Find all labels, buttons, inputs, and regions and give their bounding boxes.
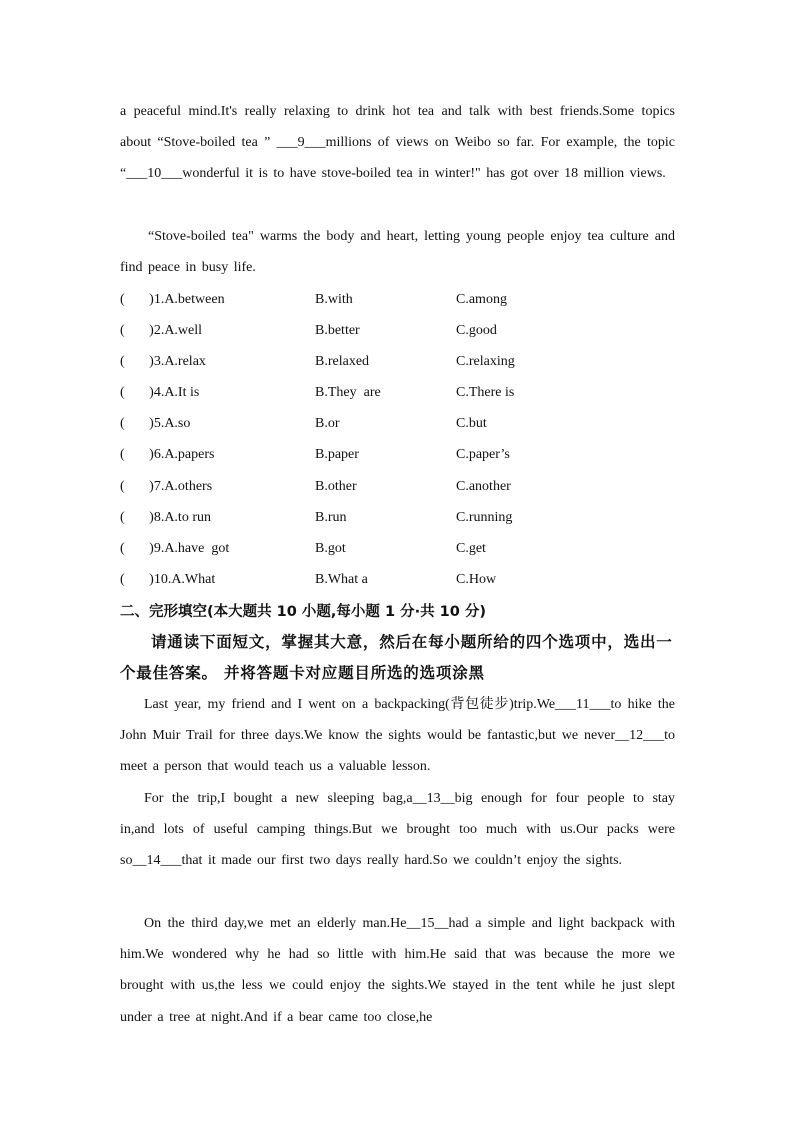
option-6-b: B.paper <box>315 447 359 463</box>
passage-paragraph-2: “Stove-boiled tea" warms the body and heart, letting young people enjoy tea culture and find peace in busy life. <box>120 229 675 276</box>
option-1-a: ( )1.A.between <box>120 292 225 307</box>
passage-paragraph-1: a peaceful mind.It's really relaxing to drink hot tea and talk with best friends.Some topics about “Stove-boiled tea ” ___9___millions of views on Weibo so far. For example, the topic “___10___wonderful it is to have stove-boiled tea in winter!" has got over 18 million views. <box>120 104 675 182</box>
option-3-b: B.relaxed <box>315 354 370 370</box>
option-4-b: B.They are <box>315 385 381 401</box>
option-7-a: ( )7.A.others <box>120 478 213 494</box>
option-6-a: ( )6.A.papers <box>120 447 215 463</box>
option-10-a: ( )10.A.What <box>120 571 216 587</box>
option-4-c: C.There is <box>456 385 515 401</box>
option-9-a: ( )9.A.have got <box>120 540 230 556</box>
option-1-c: C.among <box>456 292 507 307</box>
option-row-10 <box>120 564 680 595</box>
option-5-b: B.or <box>315 416 340 432</box>
option-row-5 <box>120 408 680 439</box>
option-row-7 <box>120 471 680 502</box>
option-1-b: B.with <box>315 292 353 307</box>
option-row-6 <box>120 439 680 470</box>
cloze-paragraph-3: On the third day,we met an elderly man.He__15__had a simple and light backpack with him.We wondered why he had so little with him.He said that was because the more we brought with us,the less we could enjoy the sights.We stayed in the tent while he just slept under a tree at night.And if a bear came too close,he <box>120 916 675 1025</box>
option-3-a: ( )3.A.relax <box>120 354 206 370</box>
option-7-b: B.other <box>315 478 357 494</box>
option-5-a: ( )5.A.so <box>120 416 191 432</box>
option-8-c: C.running <box>456 509 513 525</box>
option-8-b: B.run <box>315 509 347 525</box>
option-10-b: B.What a <box>315 571 368 587</box>
option-2-c: C.good <box>456 323 497 339</box>
option-9-b: B.got <box>315 540 346 556</box>
section-instruction: 请通读下面短文，掌握其大意，然后在每小题所给的四个选项中，选出一个最佳答案。 并将答题卡对应题目所选的选项涂黑 <box>120 633 673 682</box>
option-6-c: C.paper’s <box>456 447 510 463</box>
cloze-paragraph-2: For the trip,I bought a new sleeping bag,a__13__big enough for four people to stay in,and lots of useful camping things.But we brought too much with us.Our packs were so__14___that it made our first two days really hard.So we couldn’t enjoy the sights. <box>120 791 675 869</box>
option-row-9 <box>120 533 680 564</box>
option-row-2 <box>120 315 680 346</box>
option-3-c: C.relaxing <box>456 354 515 370</box>
option-9-c: C.get <box>456 540 486 556</box>
option-10-c: C.How <box>456 571 497 587</box>
section-title: 二、完形填空(本大题共 10 小题,每小题 1 分·共 10 分) <box>120 604 487 620</box>
option-row-1 <box>120 284 680 315</box>
option-row-3 <box>120 346 680 377</box>
option-7-c: C.another <box>456 478 511 494</box>
option-row-4 <box>120 377 680 408</box>
option-row-8 <box>120 502 680 533</box>
option-4-a: ( )4.A.It is <box>120 385 200 401</box>
option-8-a: ( )8.A.to run <box>120 509 211 525</box>
answer-options-list <box>120 284 680 595</box>
cloze-paragraph-1: Last year, my friend and I went on a backpacking(背包徒步)trip.We___11___to hike the John Muir Trail for three days.We know the sights would be fantastic,but we never__12___to meet a person that would teach us a valuable lesson. <box>120 697 675 775</box>
option-2-a: ( )2.A.well <box>120 323 203 339</box>
option-2-b: B.better <box>315 323 360 339</box>
option-5-c: C.but <box>456 416 487 432</box>
